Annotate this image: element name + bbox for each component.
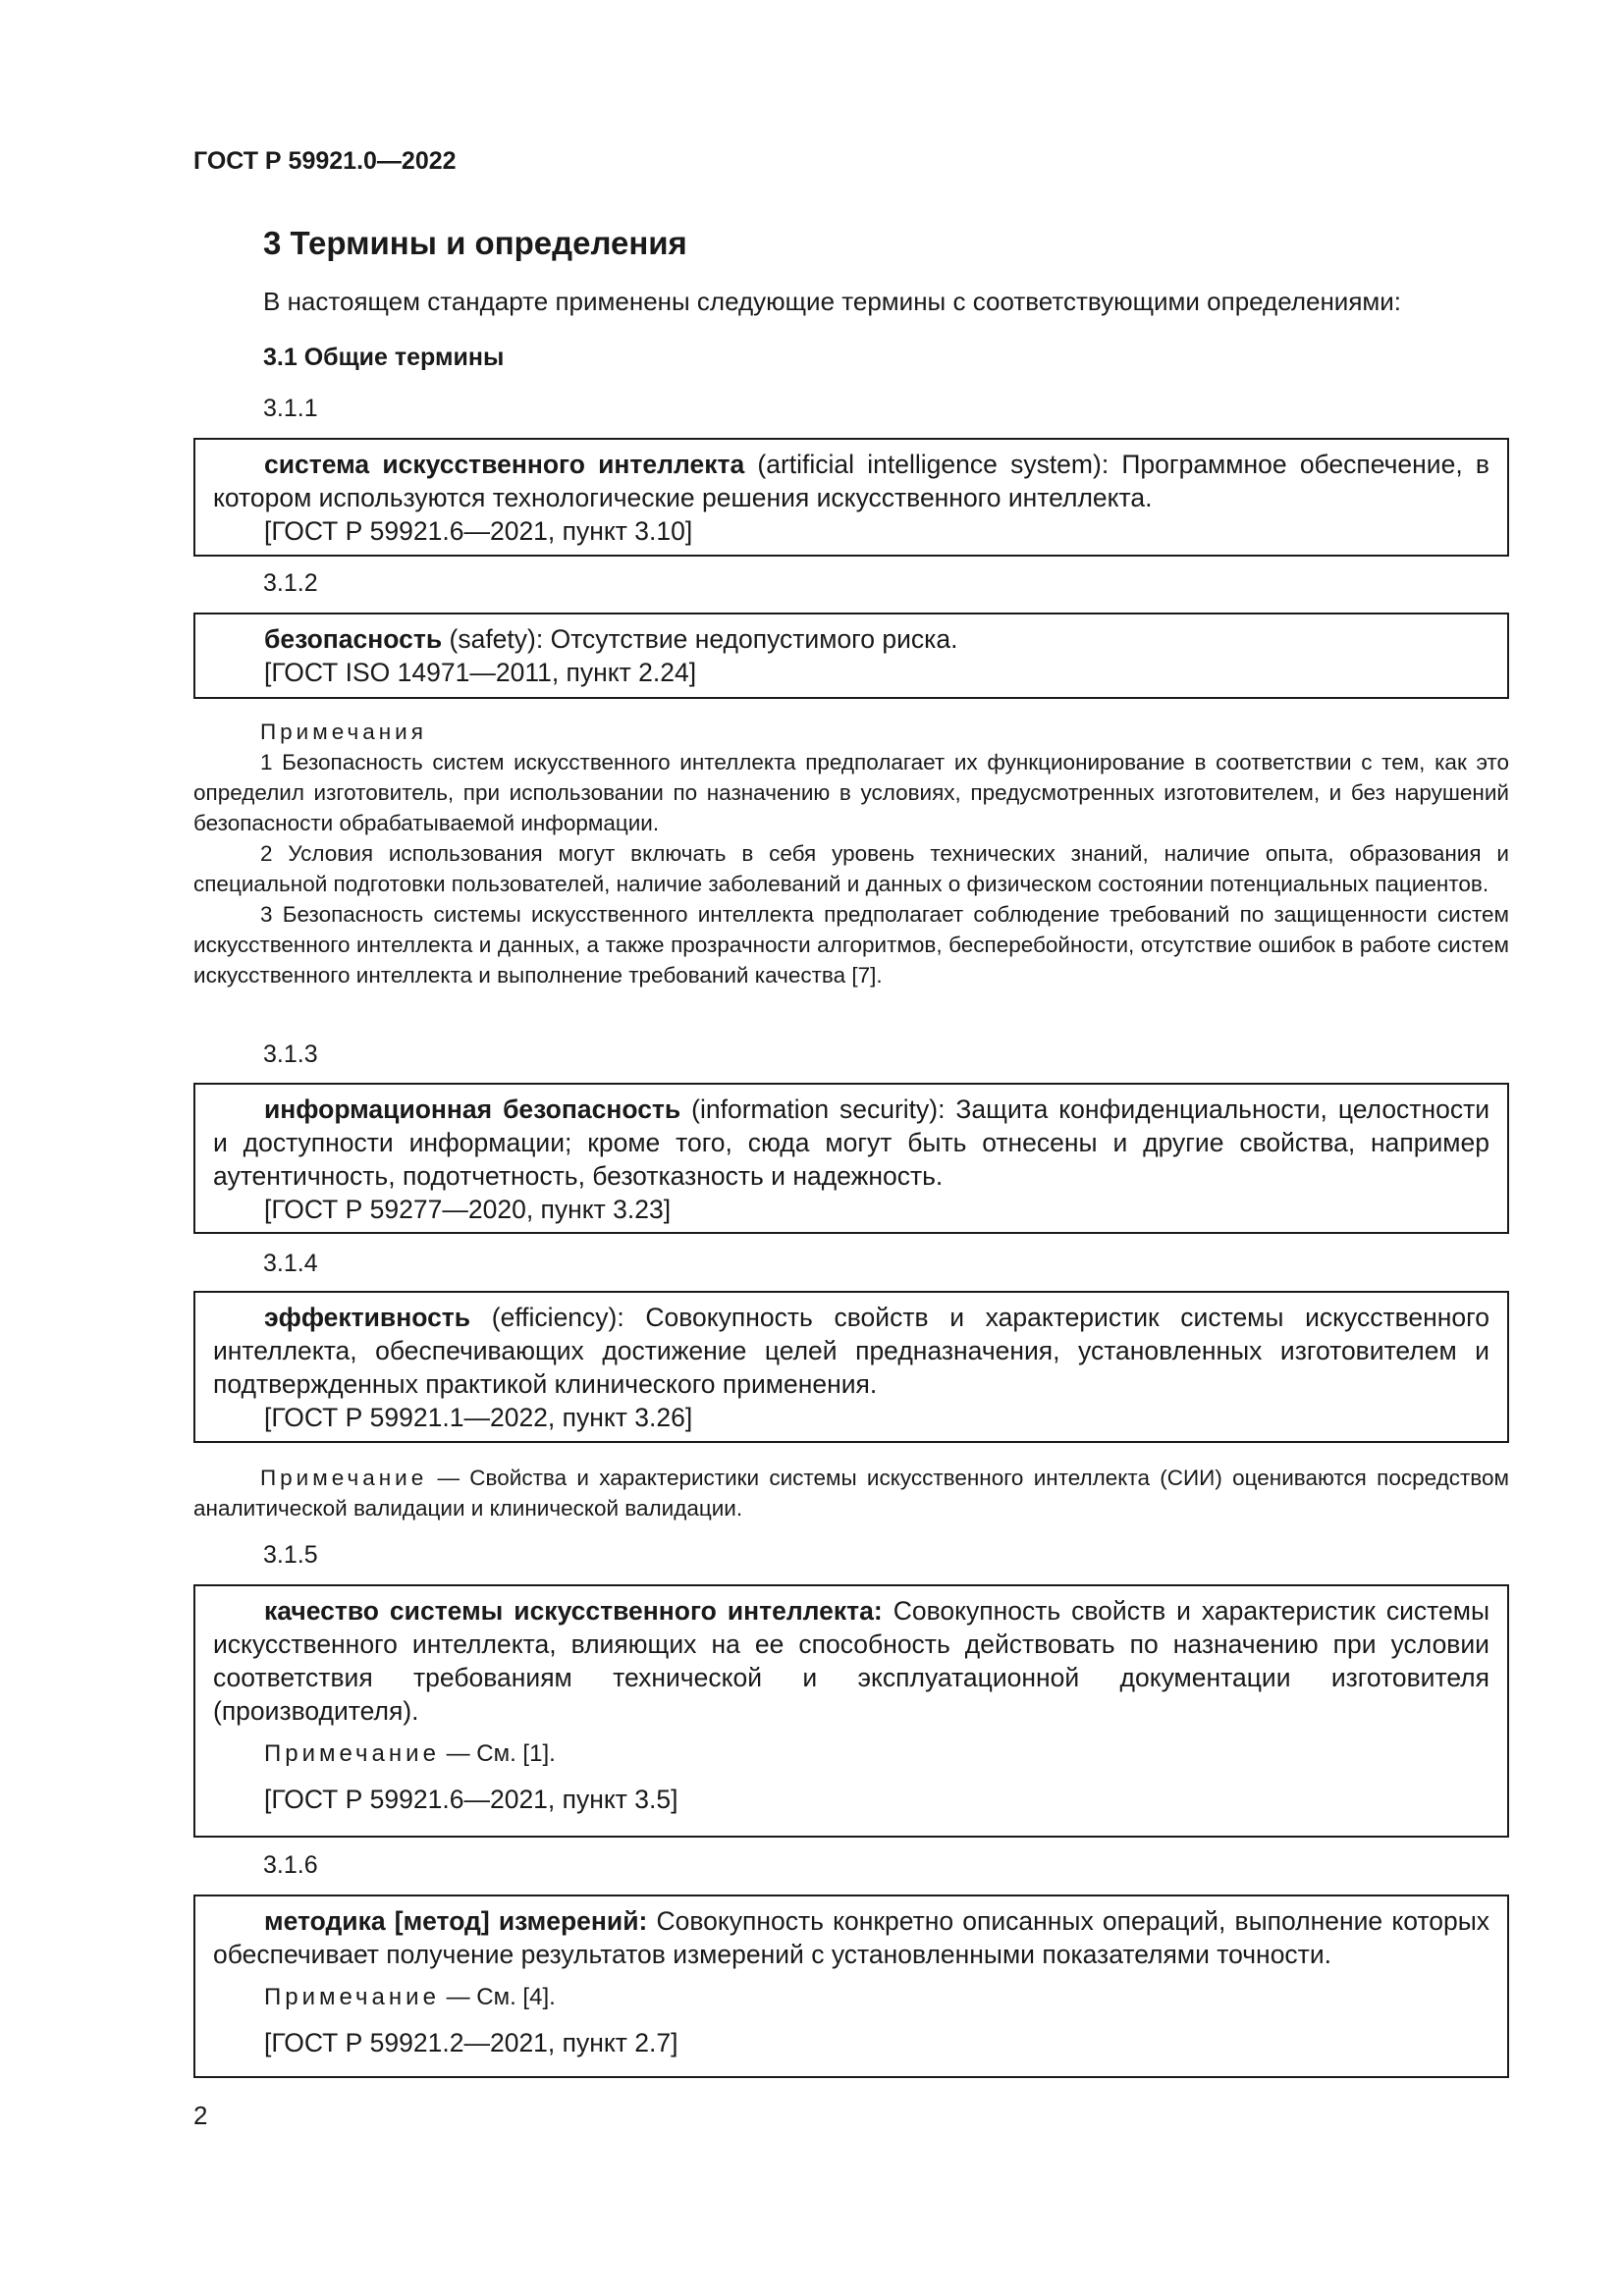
term-box: [193, 613, 1509, 699]
section-title: 3 Термины и определения: [263, 225, 687, 261]
note-text: — Свойства и характеристики системы искусственного интеллекта (СИИ) оцениваются посредством аналитической валидации и клинической валидации.: [193, 1466, 1509, 1521]
note-text: — См. [1].: [439, 1740, 556, 1767]
term-number: 3.1.1: [263, 395, 318, 422]
term-name: система искусственного интеллекта: [264, 450, 745, 479]
page-number: 2: [193, 2101, 208, 2130]
term-number: 3.1.6: [263, 1851, 318, 1879]
note-item: 2 Условия использования могут включать в себя уровень технических знаний, наличие опыта, образования и специальной подготовки пользователей, наличие заболеваний и данных о физическом состоянии потенциальных пациентов.: [193, 841, 1509, 896]
section-intro: В настоящем стандарте применены следующие термины с соответствующими определениями:: [263, 287, 1402, 316]
term-definition: [213, 622, 1489, 656]
term-name: эффективность: [264, 1303, 471, 1332]
term-definition: [213, 1093, 1489, 1193]
term-definition: [213, 1904, 1489, 1971]
term-source: [ГОСТ Р 59921.6—2021, пункт 3.5]: [264, 1785, 678, 1814]
term-number: 3.1.4: [263, 1250, 318, 1277]
note-item: [193, 1463, 1509, 1523]
term-source: [ГОСТ Р 59921.2—2021, пункт 2.7]: [264, 2028, 678, 2057]
term-source: [ГОСТ Р 59921.1—2022, пункт 3.26]: [264, 1403, 693, 1432]
term-number: 3.1.2: [263, 569, 318, 597]
term-definition-text: (information security): Защита конфиденциальности, целостности и доступности информации; кроме того, сюда могут быть отнесены и другие свойства, например аутентичность, подотчетность, безотказность и надежность.: [213, 1095, 1490, 1191]
term-source: [ГОСТ Р 59921.6—2021, пункт 3.10]: [264, 516, 693, 546]
term-name: качество системы искусственного интеллекта:: [264, 1596, 883, 1626]
term-number: 3.1.5: [263, 1541, 318, 1569]
note-item: 3 Безопасность системы искусственного интеллекта предполагает соблюдение требований по защищенности систем искусственного интеллекта и данных, а также прозрачности алгоритмов, бесперебойности, отсутствие ошибок в работе систем искусственного интеллекта и выполнение требований качества [7].: [193, 902, 1509, 988]
term-box: [193, 438, 1509, 557]
term-note: [213, 1737, 1489, 1771]
term-note: [213, 1981, 1489, 2014]
notes-block: [193, 717, 1509, 990]
term-name: информационная безопасность: [264, 1095, 681, 1124]
term-definition: [213, 448, 1489, 514]
term-source: [ГОСТ ISO 14971—2011, пункт 2.24]: [264, 658, 697, 687]
note-text: — См. [4].: [439, 1984, 556, 2010]
term-definition-text: Совокупность конкретно описанных операций, выполнение которых обеспечивает получение результатов измерений с установленными показателями точности.: [213, 1906, 1489, 1969]
document-header: ГОСТ Р 59921.0—2022: [193, 147, 457, 175]
notes-label: Примечания: [260, 720, 427, 744]
term-box: [193, 1083, 1509, 1234]
subsection-title: 3.1 Общие термины: [263, 344, 505, 371]
term-definition-text: Совокупность свойств и характеристик системы искусственного интеллекта, влияющих на ее способность действовать по назначению при условии соответствия требованиям технической и эксплуатационной документации изготовителя (производителя).: [213, 1596, 1489, 1726]
note-block: [193, 1463, 1509, 1523]
term-name: методика [метод] измерений:: [264, 1906, 648, 1936]
note-label: Примечание: [264, 1740, 440, 1767]
term-box: [193, 1291, 1509, 1443]
term-source: [ГОСТ Р 59277—2020, пункт 3.23]: [264, 1195, 672, 1224]
term-definition-text: (safety): Отсутствие недопустимого риска.: [442, 624, 958, 654]
term-definition-text: (artificial intelligence system): Программное обеспечение, в котором используются технологические решения искусственного интеллекта.: [213, 450, 1490, 512]
term-definition: [213, 1594, 1489, 1728]
note-item: 1 Безопасность систем искусственного интеллекта предполагает их функционирование в соответствии с тем, как это определил изготовитель, при использовании по назначению в условиях, предусмотренных изготовителем, и без нарушений безопасности обрабатываемой информации.: [193, 750, 1509, 835]
term-definition-text: (efficiency): Совокупность свойств и характеристик системы искусственного интеллекта, обеспечивающих достижение целей предназначения, установленных изготовителем и подтвержденных практикой клинического применения.: [213, 1303, 1489, 1399]
term-box: [193, 1584, 1509, 1838]
term-name: безопасность: [264, 624, 443, 654]
note-label: Примечание: [260, 1466, 428, 1490]
term-definition: [213, 1301, 1489, 1401]
term-number: 3.1.3: [263, 1041, 318, 1068]
term-box: [193, 1895, 1509, 2078]
note-label: Примечание: [264, 1984, 440, 2010]
